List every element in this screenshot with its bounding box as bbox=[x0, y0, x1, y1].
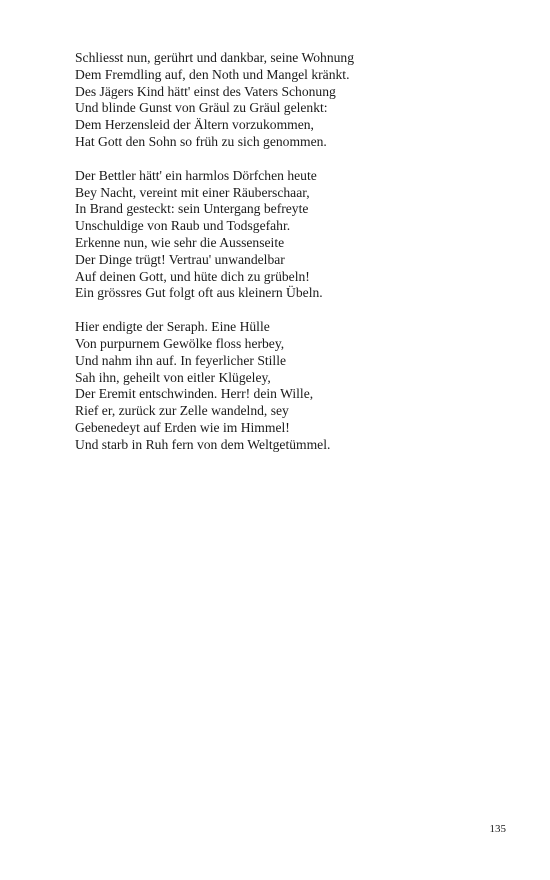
verse-line: Und starb in Ruh fern von dem Weltgetümmel. bbox=[75, 436, 331, 452]
verse-line: Erkenne nun, wie sehr die Aussenseite bbox=[75, 234, 285, 250]
stanza-1 bbox=[75, 50, 515, 151]
verse-line: Bey Nacht, vereint mit einer Räuberschaar, bbox=[75, 184, 310, 200]
verse-line: Von purpurnem Gewölke floss herbey, bbox=[75, 335, 285, 351]
verse-line: Ein grössres Gut folgt oft aus kleinern Übeln. bbox=[75, 285, 323, 301]
verse-line: Sah ihn, geheilt von eitler Klügeley, bbox=[75, 369, 271, 385]
verse-line: Hat Gott den Sohn so früh zu sich genommen. bbox=[75, 133, 327, 149]
stanza-3 bbox=[75, 319, 515, 453]
verse-line: Des Jägers Kind hätt' einst des Vaters Schonung bbox=[75, 83, 336, 99]
verse-line: Der Eremit entschwinden. Herr! dein Wille, bbox=[75, 386, 314, 402]
verse-line: Auf deinen Gott, und hüte dich zu grübeln! bbox=[75, 268, 310, 284]
verse-line: Unschuldige von Raub und Todsgefahr. bbox=[75, 218, 291, 234]
verse-line: Gebenedeyt auf Erden wie im Himmel! bbox=[75, 419, 290, 435]
stanza-2 bbox=[75, 168, 515, 302]
verse-line: Und blinde Gunst von Gräul zu Gräul gelenkt: bbox=[75, 100, 328, 116]
verse-line: Schliesst nun, gerührt und dankbar, seine Wohnung bbox=[75, 50, 355, 65]
verse-line: Dem Herzensleid der Ältern vorzukommen, bbox=[75, 117, 314, 133]
verse-line: Der Bettler hätt' ein harmlos Dörfchen heute bbox=[75, 167, 317, 183]
verse-line: In Brand gesteckt: sein Untergang befreyte bbox=[75, 201, 309, 217]
verse-line: Rief er, zurück zur Zelle wandelnd, sey bbox=[75, 403, 289, 419]
verse-line: Und nahm ihn auf. In feyerlicher Stille bbox=[75, 352, 287, 368]
verse-line: Hier endigte der Seraph. Eine Hülle bbox=[75, 319, 270, 335]
poem-text bbox=[75, 50, 515, 471]
page-number: 135 bbox=[489, 823, 506, 835]
verse-line: Dem Fremdling auf, den Noth und Mangel kränkt. bbox=[75, 66, 350, 82]
verse-line: Der Dinge trügt! Vertrau' unwandelbar bbox=[75, 251, 285, 267]
